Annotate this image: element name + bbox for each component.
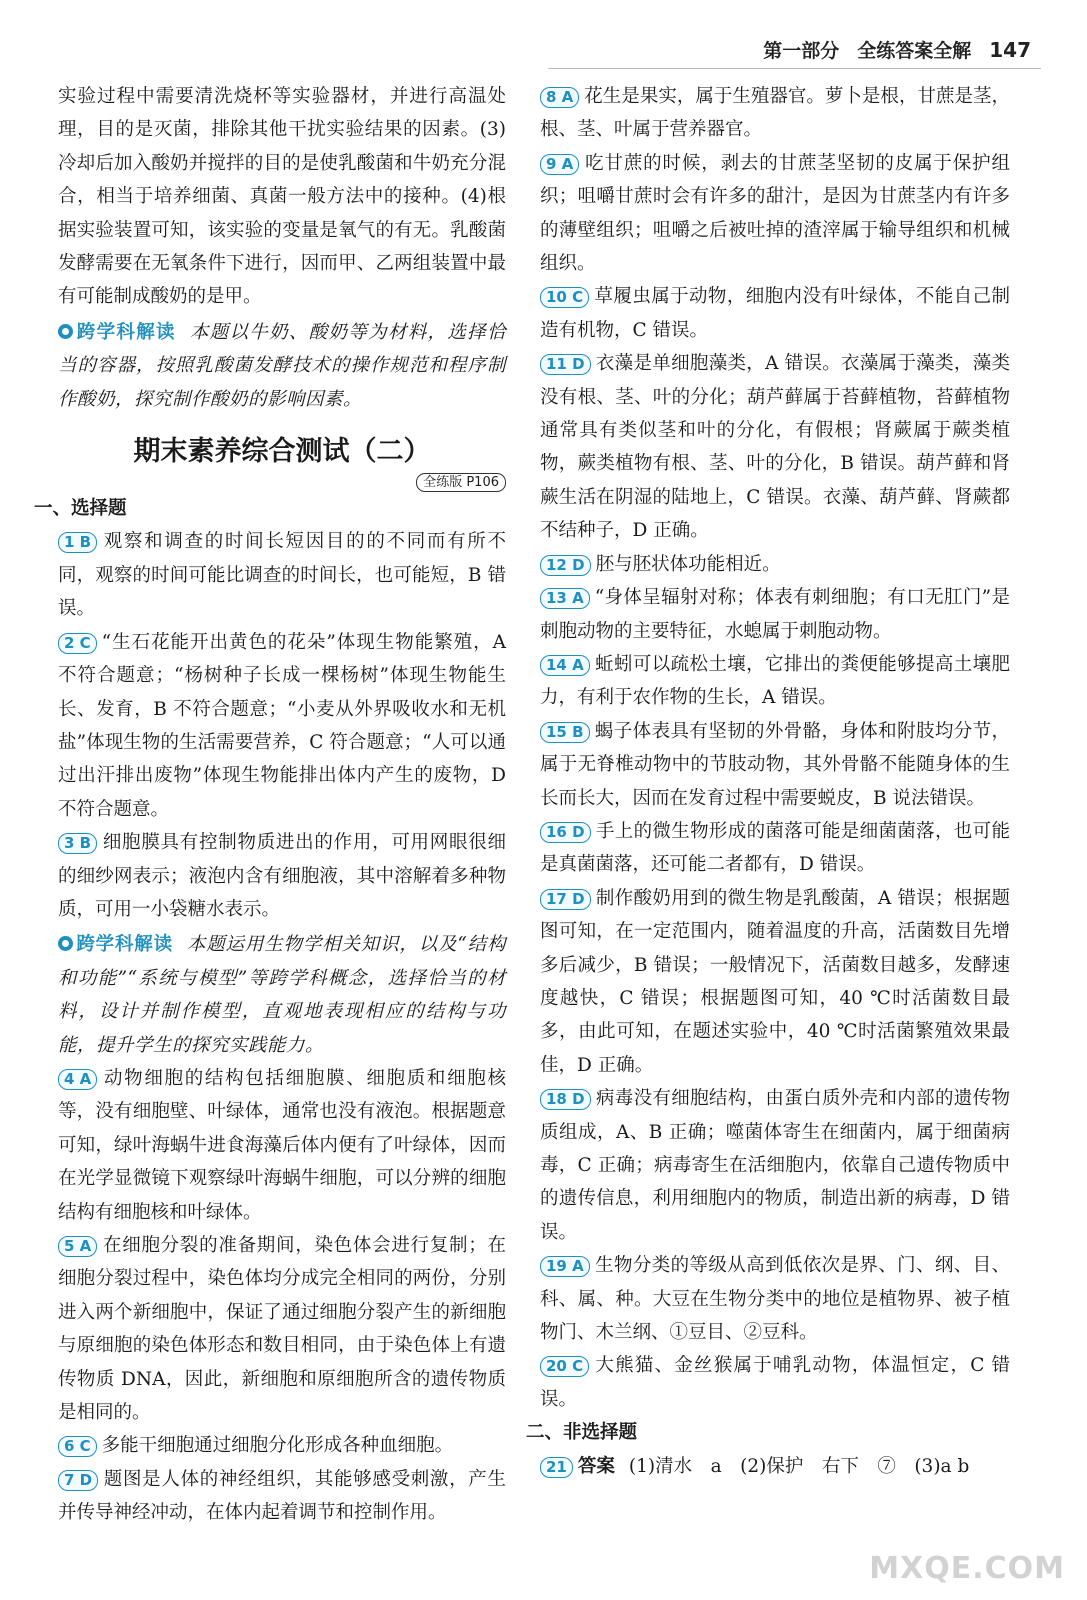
answer-item: [540, 1249, 1010, 1349]
answer-badge: 21: [540, 1457, 573, 1478]
answer-badge: 15 B: [540, 722, 590, 743]
answer-badge: 6 C: [58, 1436, 97, 1457]
answer-item: [540, 581, 1010, 648]
answer-badge: 8 A: [540, 87, 579, 108]
answer-item: [540, 80, 1010, 147]
answer-badge: 1 B: [58, 532, 97, 553]
cross-discipline-note: [58, 928, 506, 1062]
answer-text: 蝎子体表具有坚韧的外骨骼，身体和附肢均分节，属于无脊椎动物中的节肢动物，其外骨骼不能随身体的生长而长大，因而在发育过程中需要蜕皮，B 说法错误。: [540, 720, 1010, 809]
answer-badge: 19 A: [540, 1256, 590, 1277]
answer-text: 题图是人体的神经组织，其能够感受刺激，产生并传导神经冲动，在体内起着调节和控制作用。: [58, 1468, 506, 1524]
ref-row: [58, 470, 506, 492]
continuation-paragraph: 实验过程中需要清洗烧杯等实验器材，并进行高温处理，目的是灭菌，排除其他干扰实验结果的因素。(3)冷却后加入酸奶并搅拌的目的是使乳酸菌和牛奶充分混合，相当于培养细菌、真菌一般方法中的接种。(4)根据实验装置可知，该实验的变量是氧气的有无。乳酸菌发酵需要在无氧条件下进行，因而甲、乙两组装置中最有可能制成酸奶的是甲。: [58, 86, 506, 308]
answer-text: 手上的微生物形成的菌落可能是细菌菌落，也可能是真菌菌落，还可能二者都有，D 错误。: [540, 820, 1010, 876]
answer-text: 病毒没有细胞结构，由蛋白质外壳和内部的遗传物质组成，A、B 正确；噬菌体寄生在细菌内，属于细菌病毒，C 正确；病毒寄生在活细胞内，依靠自己遗传物质中的遗传信息，利用细胞内的物质，制造出新的病毒，D 错误。: [540, 1088, 1010, 1243]
answer-item: [58, 1429, 506, 1462]
answer-item: [540, 815, 1010, 882]
answer-item: [540, 1082, 1010, 1249]
answer-badge: 4 A: [58, 1069, 97, 1090]
answer-badge: 9 A: [540, 154, 579, 175]
answer-badge: 3 B: [58, 833, 97, 854]
note-text: 本题以牛奶、酸奶等为材料，选择恰当的容器，按照乳酸菌发酵技术的操作规范和程序制作酸奶，探究制作酸奶的影响因素。: [58, 321, 506, 410]
answer-item: [58, 1463, 506, 1530]
answer-item: [540, 347, 1010, 547]
answer-item: [58, 525, 506, 625]
test-title: 期末素养综合测试（二）: [133, 436, 431, 468]
answer-list-b: [58, 1062, 506, 1530]
answer-item: [540, 715, 1010, 815]
answer-badge: 5 A: [58, 1236, 97, 1257]
answer-text: 吃甘蔗的时候，剥去的甘蔗茎坚韧的皮属于保护组织；咀嚼甘蔗时会有许多的甜汁，是因为甘蔗茎内有许多的薄壁组织；咀嚼之后被吐掉的渣滓属于输导组织和机械组织。: [540, 152, 1010, 275]
answer-badge: 16 D: [540, 822, 591, 843]
answer-text: “生石花能开出黄色的花朵”体现生物能繁殖，A 不符合题意；“杨树种子长成一棵杨树”体现生物能生长、发育，B 不符合题意；“小麦从外界吸收水和无机盐”体现生物的生活需要营养，C 符合题意；“人可以通过出汗排出废物”体现生物能排出体内产生的废物，D 不符合题意。: [58, 631, 506, 820]
right-column: [526, 80, 1010, 1483]
answer-text: 在细胞分裂的准备期间，染色体会进行复制；在细胞分裂过程中，染色体均分成完全相同的两份，分别进入两个新细胞中，保证了通过细胞分裂产生的新细胞与原细胞的染色体形态和数目相同，由于染色体上有遗传物质 DNA，因此，新细胞和原细胞所含的遗传物质是相同的。: [58, 1235, 506, 1424]
answer-item: [58, 1229, 506, 1429]
answer-text: (1)清水 a (2)保护 右下 ⑦ (3)a b: [628, 1455, 970, 1477]
answer-badge: 12 D: [540, 555, 591, 576]
section-heading-nonchoice: 二、非选择题: [526, 1422, 638, 1444]
page-header: [763, 36, 1031, 63]
answer-item: [540, 548, 1010, 581]
note-text: 本题运用生物学相关知识，以及“结构和功能”“系统与模型”等跨学科概念，选择恰当的材料，设计并制作模型，直观地表现相应的结构与功能，提升学生的探究实践能力。: [58, 934, 506, 1056]
answer-badge: 20 C: [540, 1356, 589, 1377]
answer-item-21: [540, 1450, 1010, 1483]
answer-badge: 11 D: [540, 354, 591, 375]
page-number: 147: [989, 38, 1031, 62]
header-subtitle: 全练答案全解: [857, 40, 972, 62]
note-title: 跨学科解读: [76, 321, 176, 343]
answer-item: [58, 826, 506, 926]
answer-badge: 2 C: [58, 633, 97, 654]
note-title: 跨学科解读: [76, 934, 173, 956]
answer-text: 制作酸奶用到的微生物是乳酸菌，A 错误；根据题图可知，在一定范围内，随着温度的升高，活菌数目先增多后减少，B 错误；一般情况下，活菌数目越多，发酵速度越快，C 错误；根据题图可知，40 ℃时活菌数目最多，由此可知，在题述实验中，40 ℃时活菌繁殖效果最佳，D 正确。: [540, 887, 1010, 1076]
answer-list-a: [58, 525, 506, 926]
answer-text: 动物细胞的结构包括细胞膜、细胞质和细胞核等，没有细胞壁、叶绿体，通常也没有液泡。根据题意可知，绿叶海蜗牛进食海藻后体内便有了叶绿体，因而在光学显微镜下观察绿叶海蜗牛细胞，可以分辨的细胞结构有细胞核和叶绿体。: [58, 1067, 506, 1223]
answer-text: 草履虫属于动物，细胞内没有叶绿体，不能自己制造有机物，C 错误。: [540, 286, 1010, 341]
header-section: 第一部分: [763, 40, 840, 62]
ref-tag: 全练版 P106: [416, 473, 506, 492]
answer-text: “身体呈辐射对称；体表有刺细胞；有口无肛门”是刺胞动物的主要特征，水螅属于刺胞动物。: [540, 587, 1010, 642]
note-icon: [58, 324, 73, 339]
cross-discipline-note: [58, 316, 506, 416]
answer-item: [540, 280, 1010, 347]
answer-badge: 14 A: [540, 655, 590, 676]
answer-badge: 18 D: [540, 1089, 591, 1110]
note-icon: [58, 936, 73, 951]
header-rule: [548, 68, 1041, 69]
site-watermark: MXQE.COM: [869, 1551, 1065, 1586]
answer-text: 多能干细胞通过细胞分化形成各种血细胞。: [101, 1435, 454, 1457]
answer-item: [58, 626, 506, 826]
answer-item: [540, 147, 1010, 281]
left-column: [34, 80, 506, 1530]
answer-text: 花生是果实，属于生殖器官。萝卜是根，甘蔗是茎，根、茎、叶属于营养器官。: [540, 86, 1010, 141]
answer-text: 大熊猫、金丝猴属于哺乳动物，体温恒定，C 错误。: [540, 1355, 1010, 1410]
answer-text: 蚯蚓可以疏松土壤，它排出的粪便能够提高土壤肥力，有利于农作物的生长，A 错误。: [540, 653, 1010, 709]
answer-badge: 10 C: [540, 287, 589, 308]
answer-item: [58, 1062, 506, 1229]
answer-item: [540, 1349, 1010, 1416]
answer-text: 衣藻是单细胞藻类，A 错误。衣藻属于藻类，藻类没有根、茎、叶的分化；葫芦藓属于苔藓植物，苔藓植物通常具有类似茎和叶的分化，有假根；肾蕨属于蕨类植物，蕨类植物有根、茎、叶的分化，B 错误。葫芦藓和肾蕨生活在阴湿的陆地上，C 错误。衣藻、葫芦藓、肾蕨都不结种子，D 正确。: [540, 353, 1010, 542]
answer-badge: 17 D: [540, 889, 591, 910]
answer-item: [540, 648, 1010, 715]
section-heading-choice: 一、选择题: [34, 498, 127, 520]
answer-badge: 13 A: [540, 588, 590, 609]
answer-text: 胚与胚状体功能相近。: [595, 553, 781, 575]
answer-label: 答案: [577, 1455, 615, 1477]
answer-item: [540, 882, 1010, 1082]
answer-text: 观察和调查的时间长短因目的的不同而有所不同，观察的时间可能比调查的时间长，也可能短，B 错误。: [58, 531, 506, 620]
answer-text: 生物分类的等级从高到低依次是界、门、纲、目、科、属、种。大豆在生物分类中的地位是植物界、被子植物门、木兰纲、①豆目、②豆科。: [540, 1255, 1010, 1344]
answer-badge: 7 D: [58, 1470, 98, 1491]
answer-text: 细胞膜具有控制物质进出的作用，可用网眼很细的细纱网表示；液泡内含有细胞液，其中溶解着多种物质，可用一小袋糖水表示。: [58, 832, 506, 920]
